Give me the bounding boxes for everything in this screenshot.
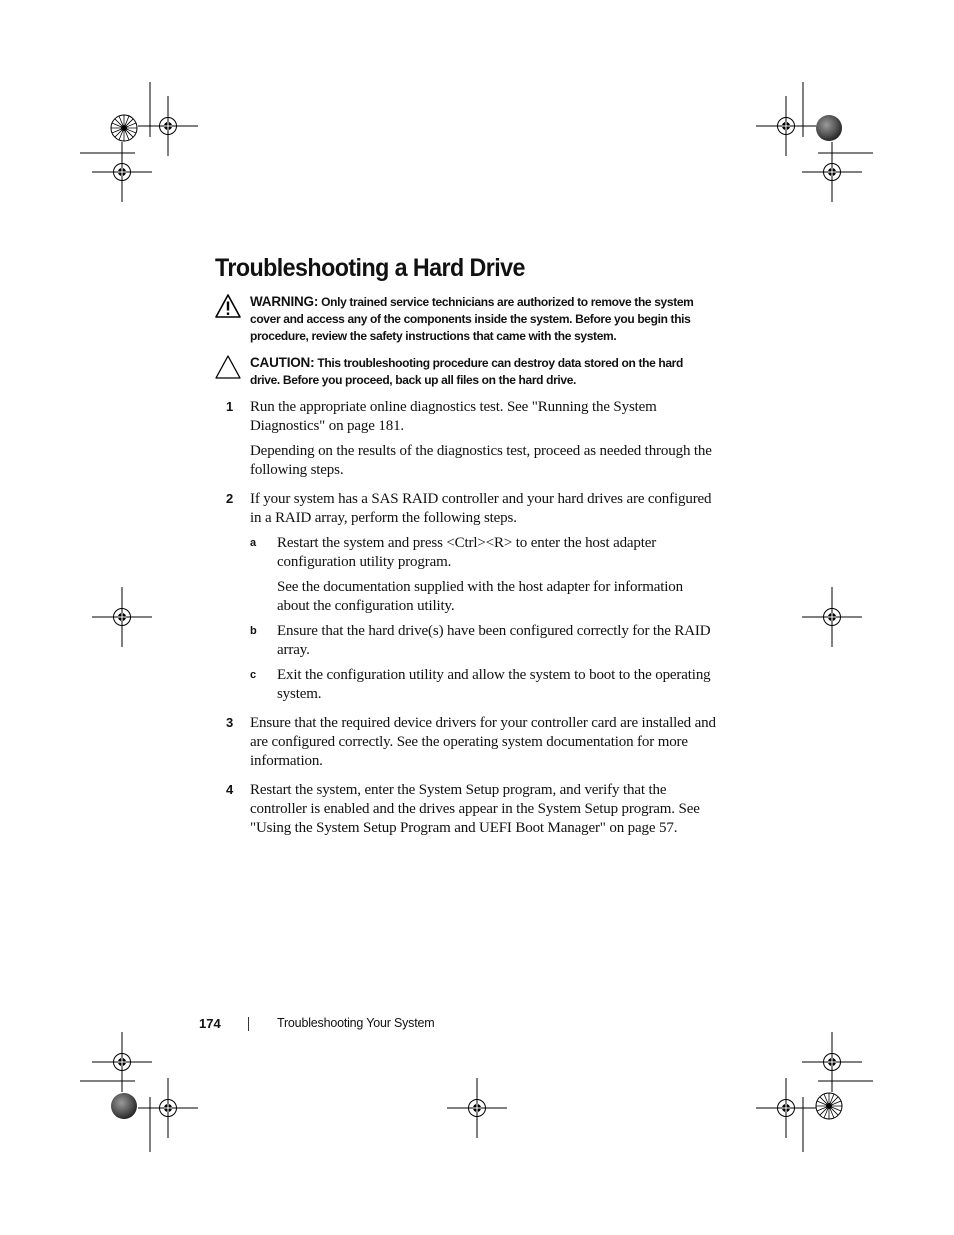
substep-text: Ensure that the hard drive(s) have been configured correctly for the RAID array. xyxy=(277,623,711,658)
footer-divider xyxy=(248,1017,249,1031)
step-text: Ensure that the required device drivers for your controller card are installed and are configured correctly. See the operating system documentation for more information. xyxy=(250,715,716,769)
warning-body: Only trained service technicians are authorized to remove the system cover and access any of the components inside the system. Before you begin this procedure, review the safety instructions that came with the system. xyxy=(250,295,694,343)
warning-text xyxy=(250,293,714,345)
caution-icon xyxy=(214,354,242,380)
step-number: 4 xyxy=(226,782,234,797)
warning-notice xyxy=(214,293,714,345)
warning-icon xyxy=(214,293,242,319)
substep-a xyxy=(250,534,716,616)
step-number: 1 xyxy=(226,399,234,414)
substep-text: Restart the system and press <Ctrl><R> to enter the host adapter configuration utility program. xyxy=(277,535,657,570)
substep-letter: c xyxy=(250,669,257,681)
page-title: Troubleshooting a Hard Drive xyxy=(215,254,525,282)
step-3 xyxy=(226,714,716,771)
substep-letter: a xyxy=(250,537,257,549)
warning-label: WARNING: xyxy=(250,294,319,309)
substep-note: See the documentation supplied with the host adapter for information about the configuration utility. xyxy=(277,579,683,614)
step-number: 3 xyxy=(226,715,234,730)
step-text: Restart the system, enter the System Setup program, and verify that the controller is enabled and the drives appear in the System Setup program. See "Using the System Setup Program and UEFI Boot Manager" on page 57. xyxy=(250,782,700,836)
substep-letter: b xyxy=(250,625,257,637)
procedure-steps xyxy=(226,398,716,848)
step-4 xyxy=(226,781,716,838)
footer-section-title: Troubleshooting Your System xyxy=(277,1016,435,1030)
caution-body: This troubleshooting procedure can destroy data stored on the hard drive. Before you proceed, back up all files on the hard drive. xyxy=(250,356,683,387)
step-2 xyxy=(226,490,716,704)
substep-text: Exit the configuration utility and allow the system to boot to the operating system. xyxy=(277,667,711,702)
page-number: 174 xyxy=(199,1016,221,1031)
step-number: 2 xyxy=(226,491,234,506)
substep-b xyxy=(250,622,716,660)
step-note: Depending on the results of the diagnostics test, proceed as needed through the following steps. xyxy=(250,443,712,478)
step-text: Run the appropriate online diagnostics test. See "Running the System Diagnostics" on page 181. xyxy=(250,399,657,434)
caution-text xyxy=(250,354,714,389)
substep-c xyxy=(250,666,716,704)
caution-notice xyxy=(214,354,714,389)
caution-label: CAUTION: xyxy=(250,355,315,370)
step-text: If your system has a SAS RAID controller and your hard drives are configured in a RAID array, perform the following steps. xyxy=(250,491,712,526)
step-1 xyxy=(226,398,716,480)
